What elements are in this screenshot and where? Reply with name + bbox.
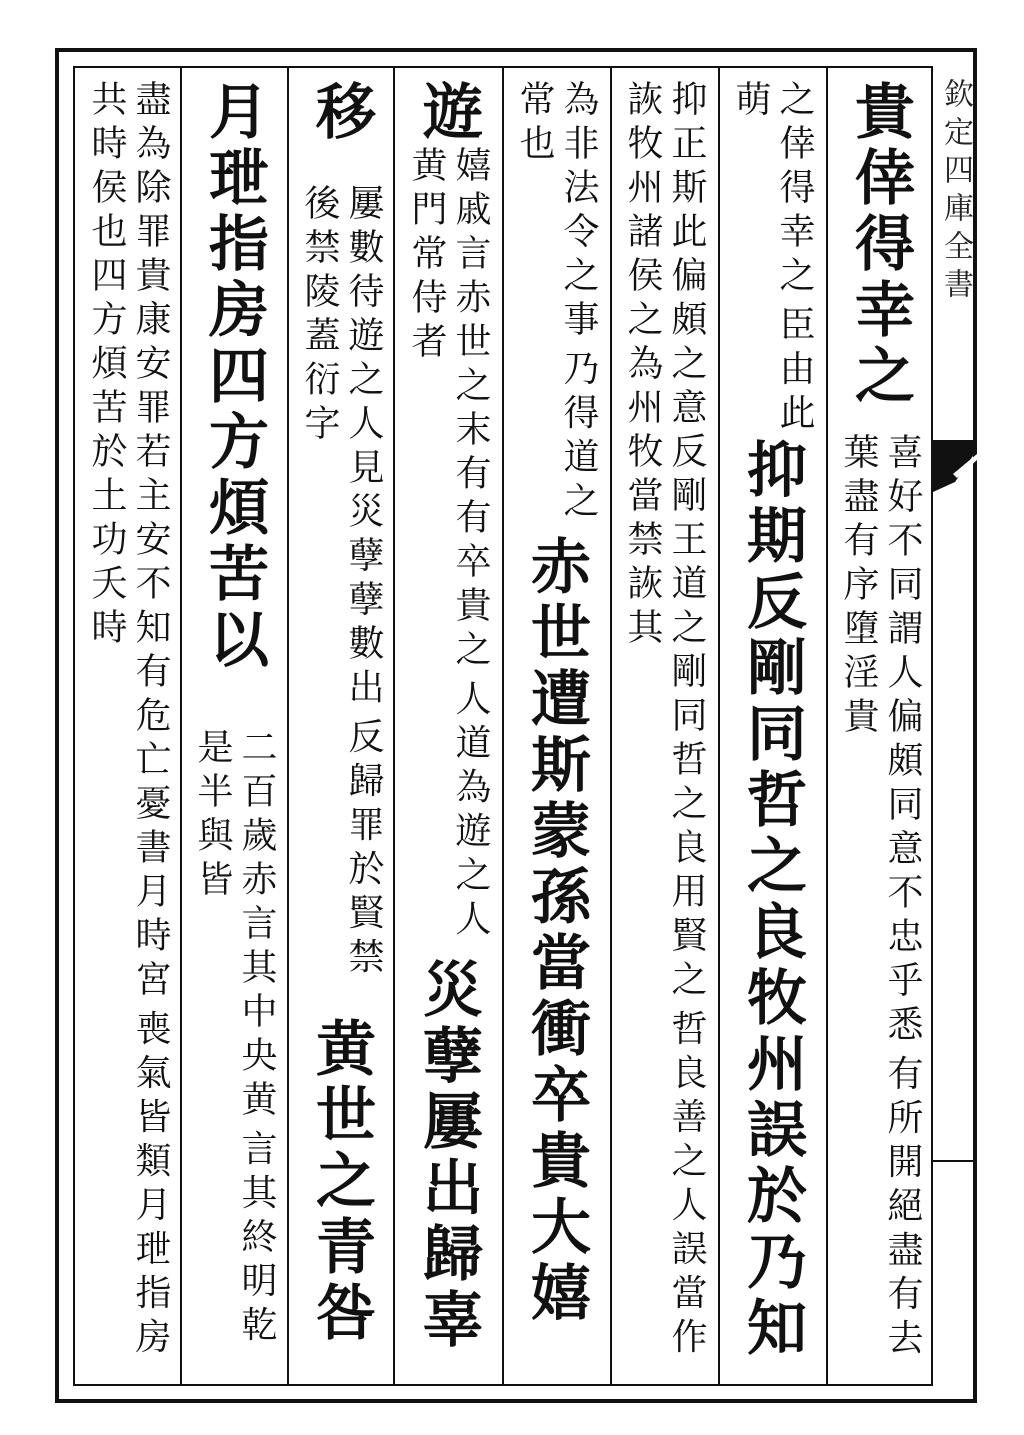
- commentary-line: 乃得道之常也: [514, 80, 599, 526]
- column-rule: [287, 66, 289, 1386]
- commentary-line: 言其終明乾是半與皆: [192, 727, 277, 1350]
- commentary: [620, 80, 708, 1380]
- main-text: 移: [306, 80, 376, 146]
- commentary: [404, 146, 492, 958]
- fishtail-mark-icon: [933, 440, 977, 492]
- commentary-line: 臣由此萌: [730, 80, 815, 438]
- commentary: [728, 80, 816, 438]
- commentary-line: 屢數待遊之人見災孽孽數出: [343, 183, 384, 712]
- commentary-line: 二百歲赤言其中央黄: [236, 727, 277, 1124]
- commentary: [836, 433, 924, 1380]
- column-rule: [502, 66, 504, 1386]
- commentary-line: 喪氣皆類月玴指房共時侯也四方煩苦於土功夭時: [86, 80, 171, 1362]
- commentary-line: 抑正斯此偏頗之意反剛王道之剛同哲之良用賢之: [666, 80, 707, 1004]
- column-rule: [826, 66, 828, 1386]
- text-column: [404, 80, 492, 1380]
- column-rule: [180, 66, 182, 1386]
- main-text: 黄世之青咎: [306, 1017, 376, 1348]
- text-column: [190, 80, 278, 1380]
- main-text: 赤世遭斯蒙孫當衝卒貴大嬉: [521, 535, 591, 1328]
- main-text: 貴倖得幸之: [845, 80, 915, 410]
- commentary-line: 為非法令之事: [558, 80, 599, 344]
- column-rule: [718, 66, 720, 1386]
- text-column: [512, 80, 600, 1380]
- commentary: [512, 80, 600, 535]
- text-column: [297, 80, 385, 1380]
- margin-title: 欽定四庫全書: [938, 78, 973, 306]
- text-column: [620, 80, 708, 1380]
- commentary: [297, 184, 385, 1017]
- main-text: 月玴指房四方煩苦以: [199, 80, 269, 674]
- commentary-line: 喜好不同謂人偏頗同意不忠乎悉: [882, 433, 923, 1050]
- main-text: 災孽屢出歸辜: [413, 958, 483, 1355]
- commentary-line: 有所開絕盡有去葉盡有序墮淫貴: [838, 433, 923, 1363]
- commentary-line: 嬉戚言赤世之末有有卒貴之: [450, 146, 491, 674]
- column-rule: [610, 66, 612, 1386]
- text-column: [84, 80, 172, 1380]
- column-rule: [393, 66, 395, 1386]
- commentary: [84, 80, 172, 1380]
- text-column: [728, 80, 816, 1380]
- text-column: [836, 80, 924, 1380]
- margin-tick: [933, 1160, 977, 1162]
- commentary: [190, 728, 278, 1380]
- commentary-line: 哲良善之人誤當作詼牧州諸侯之為州牧當禁詼其: [622, 80, 707, 1362]
- main-text: 遊: [413, 80, 483, 146]
- commentary-line: 人道為遊之人黄門常侍者: [406, 146, 491, 944]
- main-text: 抑期反剛同哲之良牧州誤於乃知: [737, 437, 807, 1362]
- commentary-line: 盡為除罪貴康安罪若主安不知有危亡憂書月時宮: [130, 80, 171, 1004]
- commentary-line: 之倖得幸之: [774, 80, 815, 300]
- commentary-line: 反歸罪於賢禁後禁陵蓋衍字: [299, 183, 384, 981]
